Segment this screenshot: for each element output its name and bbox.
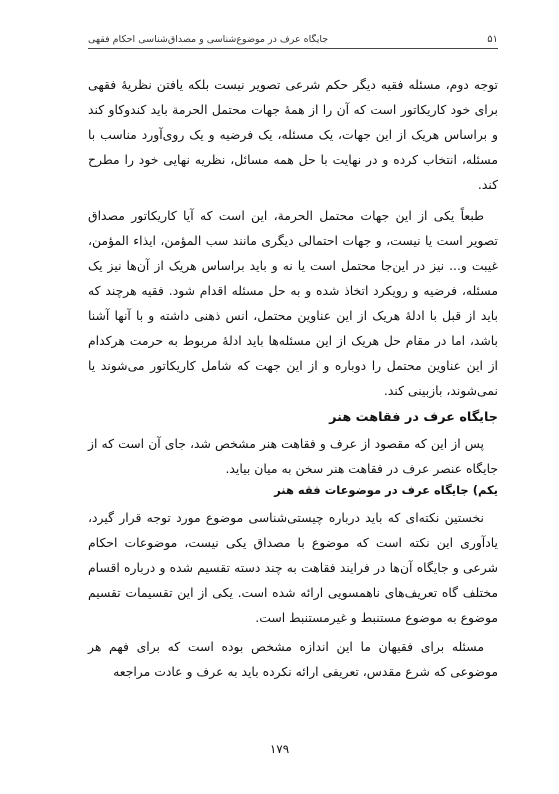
paragraph: مسئله برای فقیهان ما این اندازه مشخص بوده است که برای فهم هر موضوعی که شرع مقدس، تعریفی ارائه نکرده باید به عرف و عادت مراجعه	[88, 639, 498, 679]
paragraph: نخستین نکته‌ای که باید درباره چیستی‌شناسی موضوع مورد توجه قرار گیرد، یادآوری این نکته است که موضوع با مصداق یکی نیست، موضوعات احکام شرعی و جایگاه آن‌ها در فرایند فقاهت به چند دسته تقسیم شده و درباره اقسام مختلف گاه تعریف‌های ناهمسویی ارائه شده است. یکی از این تقسیمات تقسیم موضوع به موضوع مستنبط و غیرمستنبط است.	[88, 510, 498, 625]
running-header	[88, 34, 498, 49]
body-block-1	[88, 72, 498, 403]
paragraph: طبعاً یکی از این جهات محتمل الحرمة، این است که آیا کاریکاتور مصداق تصویر است یا نیست، و جهات احتمالی دیگری مانند سب المؤمن، ایذاء المؤمن، غیبت و... نیز در این‌جا محتمل است یا نه و باید براساس هریک از آن‌ها نیز یک مسئله، فرضیه و رویکرد اتخاذ شده و به حل مسئله اقدام شود. فقیه هرچند که باید از قبل با ادلهٔ هریک از این عناوین محتمل، انس ذهنی داشته و با آنها آشنا باشد، اما در مقام حل هریک از این مسئله‌ها باید ادلهٔ مربوط به حرمت هرکدام از این عناوین محتمل را دوباره و از این جهت که شامل کاریکاتور می‌شوند یا نمی‌شوند، بازبینی کند.	[88, 208, 498, 398]
body-block-4	[88, 634, 498, 684]
body-block-2	[88, 431, 498, 481]
page-number: ۱۷۹	[269, 742, 290, 756]
subsection-title: یکم) جایگاه عرف در موضوعات فقه هنر	[274, 483, 498, 497]
section-title: جایگاه عرف در فقاهت هنر	[329, 410, 498, 425]
paragraph: توجه دوم، مسئله فقیه دیگر حکم شرعی تصویر نیست بلکه یافتن نظریهٔ فقهی برای خود کاریکاتور است که آن را از همهٔ جهات محتمل الحرمة باید کندوکاو کند و براساس هریک از این جهات، یک مسئله، یک فرضیه و یک روی‌آورد مناسب با مسئله، انتخاب کرده و در نهایت با حل همه مسائل، نظریه نهایی خود را مطرح کند.	[88, 77, 498, 192]
header-page-number: ۵۱	[487, 34, 498, 45]
body-block-3	[88, 505, 498, 630]
paragraph: پس از این که مقصود از عرف و فقاهت هنر مشخص شد، جای آن است که از جایگاه عنصر عرف در فقاهت هنر سخن به میان بیاید.	[88, 436, 498, 476]
header-title: جایگاه عرف در موضوع‌شناسی و مصداق‌شناسی احکام فقهی	[88, 34, 329, 45]
